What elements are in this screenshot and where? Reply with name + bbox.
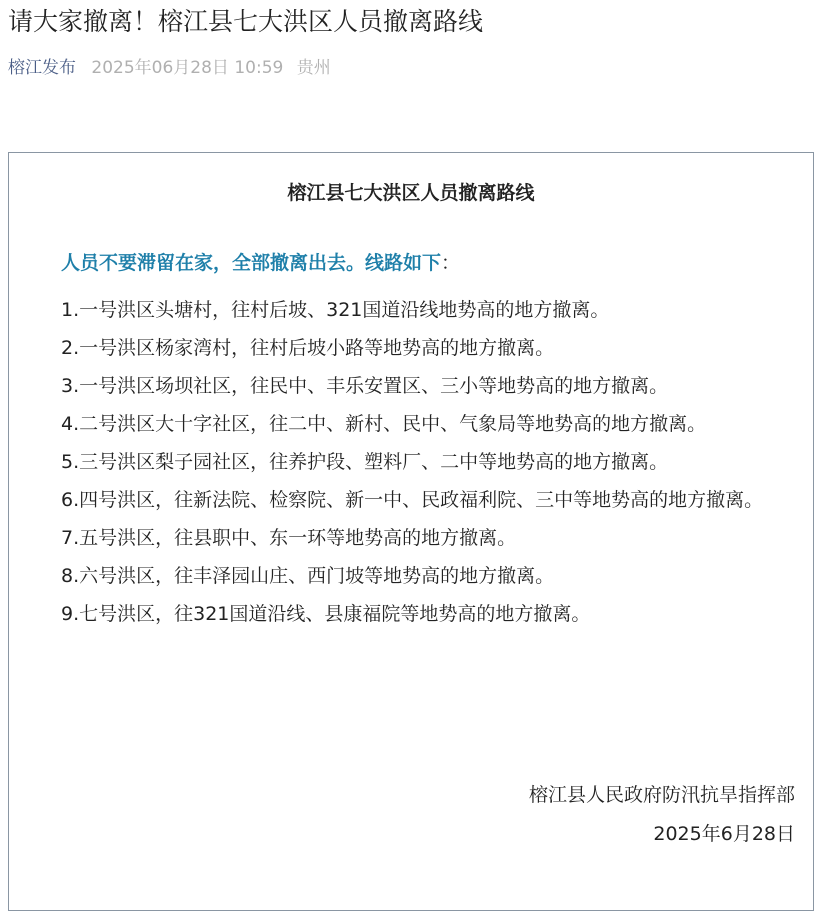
evacuation-route-list (27, 291, 799, 633)
route-item-4: 4.二号洪区大十字社区，往二中、新村、民中、气象局等地势高的地方撤离。 (61, 413, 707, 435)
publish-datetime: 2025年06月28日 10:59 (91, 58, 284, 78)
article-title: 请大家撤离！榕江县七大洪区人员撤离路线 (8, 7, 484, 36)
publish-location: 贵州 (296, 58, 331, 78)
notice-card (8, 152, 814, 911)
source-account-link[interactable]: 榕江发布 (8, 58, 76, 78)
notice-intro-colon: ： (441, 252, 461, 274)
notice-heading: 榕江县七大洪区人员撤离路线 (287, 182, 535, 204)
notice-date: 2025年6月28日 (653, 823, 795, 845)
route-item-3: 3.一号洪区场坝社区，往民中、丰乐安置区、三小等地势高的地方撤离。 (61, 375, 669, 397)
route-item-6: 6.四号洪区，往新法院、检察院、新一中、民政福利院、三中等地势高的地方撤离。 (61, 489, 764, 511)
route-item-1: 1.一号洪区头塘村，往村后坡、321国道沿线地势高的地方撤离。 (61, 299, 610, 321)
route-item-8: 8.六号洪区，往丰泽园山庄、西门坡等地势高的地方撤离。 (61, 565, 555, 587)
notice-signoff (529, 781, 795, 848)
route-item-7: 7.五号洪区，往县职中、东一环等地势高的地方撤离。 (61, 527, 517, 549)
issuing-authority: 榕江县人民政府防汛抗旱指挥部 (528, 784, 795, 806)
route-item-9: 9.七号洪区，往321国道沿线、县康福院等地势高的地方撤离。 (61, 603, 591, 625)
notice-intro-highlight: 人员不要滞留在家，全部撤离出去。线路如下 (61, 252, 442, 274)
notice-intro (61, 249, 460, 277)
article-meta (8, 56, 331, 80)
route-item-5: 5.三号洪区梨子园社区，往养护段、塑料厂、二中等地势高的地方撤离。 (61, 451, 669, 473)
route-item-2: 2.一号洪区杨家湾村，往村后坡小路等地势高的地方撤离。 (61, 337, 555, 359)
